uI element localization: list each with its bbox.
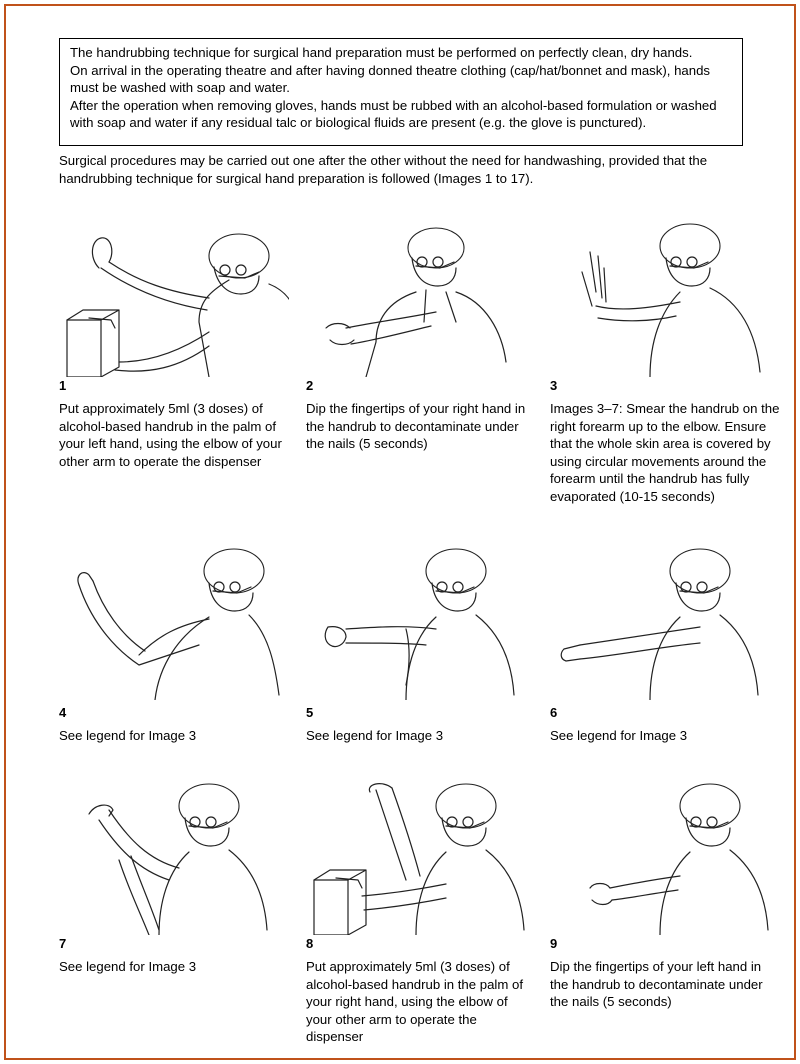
step-7-number: 7: [59, 936, 67, 951]
step-8-number: 8: [306, 936, 314, 951]
step-3-illustration: [550, 222, 780, 377]
step-2-illustration: [306, 222, 536, 377]
notice-box: [59, 38, 743, 146]
step-2-caption: Dip the fingertips of your right hand in the handrub to decontaminate under the nails (5 seconds): [306, 401, 526, 452]
step-7-illustration: [59, 780, 289, 935]
step-4-illustration: [59, 545, 289, 700]
step-1-caption: Put approximately 5ml (3 doses) of alcohol-based handrub in the palm of your left hand, using the elbow of your other arm to operate the dispenser: [59, 401, 282, 469]
dispenser-icon: [67, 320, 101, 377]
step-8-illustration: [306, 780, 536, 935]
step-6-illustration: [550, 545, 780, 700]
notice-line-2: On arrival in the operating theatre and after having donned theatre clothing (cap/hat/bonnet and mask), hands must be washed with soap and water.: [70, 62, 711, 96]
step-5-caption: See legend for Image 3: [306, 728, 444, 743]
step-9-number: 9: [550, 936, 558, 951]
step-9-caption: Dip the fingertips of your left hand in the handrub to decontaminate under the nails (5 seconds): [550, 959, 763, 1010]
step-4-number: 4: [59, 705, 67, 720]
notice-line-3: After the operation when removing gloves, hands must be rubbed with an alcohol-based formulation or washed with soap and water if any residual talc or biological fluids are present (e.g. the glove is punctured).: [70, 97, 717, 131]
step-4-caption: See legend for Image 3: [59, 728, 197, 743]
notice-line-1: The handrubbing technique for surgical hand preparation must be performed on perfectly clean, dry hands.: [70, 45, 693, 60]
dispenser-icon: [314, 880, 348, 935]
step-9-illustration: [550, 780, 780, 935]
step-3-caption: Images 3–7: Smear the handrub on the right forearm up to the elbow. Ensure that the whole skin area is covered by using circular movements around the forearm until the handrub has fully evaporated (10-15 seconds): [550, 401, 780, 504]
step-5-illustration: [306, 545, 536, 700]
step-3-number: 3: [550, 378, 558, 393]
step-7-caption: See legend for Image 3: [59, 959, 197, 974]
step-5-number: 5: [306, 705, 314, 720]
step-8-caption: Put approximately 5ml (3 doses) of alcohol-based handrub in the palm of your right hand, using the elbow of your other arm to operate the dispenser: [306, 959, 524, 1045]
step-6-caption: See legend for Image 3: [550, 728, 688, 743]
step-2-number: 2: [306, 378, 314, 393]
step-6-number: 6: [550, 705, 558, 720]
intro-text: Surgical procedures may be carried out one after the other without the need for handwashing, provided that the handrubbing technique for surgical hand preparation is followed (Images 1 to 17).: [59, 153, 708, 186]
step-1-illustration: [59, 222, 289, 377]
step-1-number: 1: [59, 378, 67, 393]
